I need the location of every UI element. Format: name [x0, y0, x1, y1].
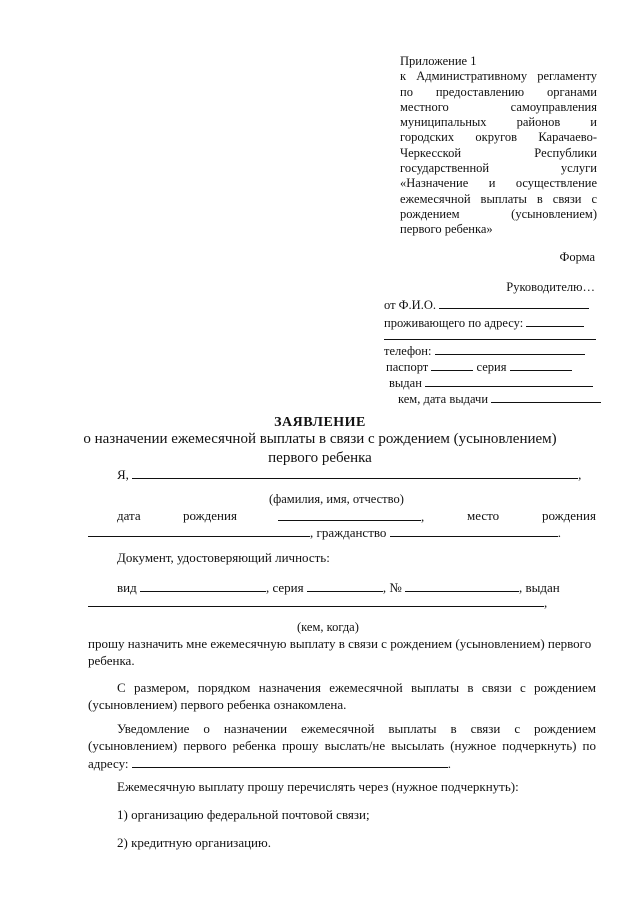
appendix-line: государственной услуги — [400, 161, 597, 176]
passport-series-field[interactable] — [510, 358, 572, 371]
appendix-line: Приложение 1 — [400, 54, 477, 68]
phone-label: телефон: — [384, 344, 432, 358]
by-when-caption: (кем, когда) — [297, 620, 359, 634]
from-fio-row — [384, 296, 589, 313]
appendix-line: местного самоуправления — [400, 99, 597, 114]
transfer-label: Ежемесячную выплату прошу перечислять через (нужное подчеркнуть): — [117, 779, 519, 794]
residing-field-2[interactable] — [384, 327, 596, 340]
option-postal[interactable]: 1) организацию федеральной почтовой связи; — [117, 807, 370, 822]
birth2-label: рождения — [542, 508, 596, 523]
id-doc-label: Документ, удостоверяющий личность: — [117, 550, 330, 565]
residing-field[interactable] — [526, 314, 584, 327]
acquainted-line-1: С размером, порядком назначения ежемесячной выплаты в связи с рождением — [117, 680, 596, 695]
issued-by-row — [398, 390, 601, 407]
passport-row — [386, 358, 572, 375]
notice-address-label: адресу: — [88, 756, 129, 771]
notice-line-2: (усыновлением) первого ребенка прошу выслать/не высылать (нужное подчеркнуть) по — [88, 738, 596, 753]
request-line-2: ребенка. — [88, 653, 135, 668]
fio-caption: (фамилия, имя, отчество) — [269, 492, 404, 506]
applicant-fio-field[interactable] — [132, 466, 578, 479]
issued-by-label: кем, дата выдачи — [398, 392, 489, 406]
appendix-line: муниципальных районов и — [400, 115, 597, 130]
kind-label: вид — [117, 580, 137, 595]
from-fio-field[interactable] — [439, 296, 589, 309]
birth-date-label — [117, 508, 141, 524]
appendix-line: рождением (усыновлением) — [400, 206, 597, 221]
issued-field[interactable] — [425, 374, 593, 387]
notice-address-field[interactable] — [132, 755, 448, 768]
applicant-row: Я, , — [117, 467, 582, 482]
appendix-line: по предоставлению органами — [400, 84, 597, 99]
option-credit[interactable]: 2) кредитную организацию. — [117, 835, 271, 850]
issued-label: выдан — [389, 376, 422, 390]
phone-field[interactable] — [435, 342, 585, 355]
appendix-line: к Административному регламенту — [400, 69, 597, 84]
appendix-block — [400, 54, 597, 238]
passport-label: паспорт — [386, 360, 429, 374]
form-label: Форма — [559, 250, 595, 264]
request-line-1: прошу назначить мне ежемесячную выплату в связи с рождением (усыновлением) первого — [88, 636, 592, 651]
residing-label: проживающего по адресу: — [384, 316, 524, 330]
date-label: дата — [117, 508, 141, 523]
birth-date-row: , — [278, 508, 424, 525]
doc-kind-field[interactable] — [140, 579, 266, 592]
appendix-line: городских округов Карачаево- — [400, 130, 597, 145]
issued-by-field[interactable] — [491, 390, 601, 403]
document-subtitle-line1: о назначении ежемесячной выплаты в связи с рождением (усыновлением) — [83, 431, 557, 447]
doc-series-label: , серия — [265, 580, 304, 595]
appendix-line: «Назначение и осуществление — [400, 176, 597, 191]
document-title: ЗАЯВЛЕНИЕ — [274, 415, 366, 430]
doc-issued-label: , выдан — [519, 580, 560, 595]
place-label: место — [467, 508, 500, 523]
place-citizenship-row: , гражданство . — [88, 524, 561, 541]
document-subtitle-line2: первого ребенка — [268, 450, 372, 466]
birth-place-field[interactable] — [88, 524, 310, 537]
passport-number-field[interactable] — [431, 358, 473, 371]
i-label: Я, — [117, 467, 129, 482]
doc-series-field[interactable] — [307, 579, 383, 592]
appendix-line: Черкесской Республики — [400, 145, 597, 160]
from-fio-label: от Ф.И.О. — [384, 298, 436, 312]
phone-row — [384, 342, 585, 359]
doc-number-field[interactable] — [405, 579, 519, 592]
citizenship-label: , гражданство — [310, 525, 387, 540]
doc-number-label: , № — [382, 580, 402, 595]
appendix-line: ежемесячной выплаты в связи с — [400, 191, 597, 206]
doc-issued-field[interactable] — [88, 594, 544, 607]
issued-row — [389, 374, 593, 391]
appendix-line: первого ребенка» — [400, 222, 493, 237]
passport-series-label: серия — [476, 360, 507, 374]
birth-date-field[interactable] — [278, 508, 421, 521]
acquainted-line-2: (усыновлением) первого ребенка ознакомлена. — [88, 697, 347, 712]
birth-label: рождения — [183, 508, 237, 523]
addressee-to: Руководителю… — [506, 280, 595, 294]
notice-address-row: адресу: . — [88, 756, 452, 771]
citizenship-field[interactable] — [390, 524, 558, 537]
notice-line-1: Уведомление о назначении ежемесячной выплаты в связи с рождением — [117, 721, 596, 736]
doc-issued-row: , — [88, 594, 547, 611]
